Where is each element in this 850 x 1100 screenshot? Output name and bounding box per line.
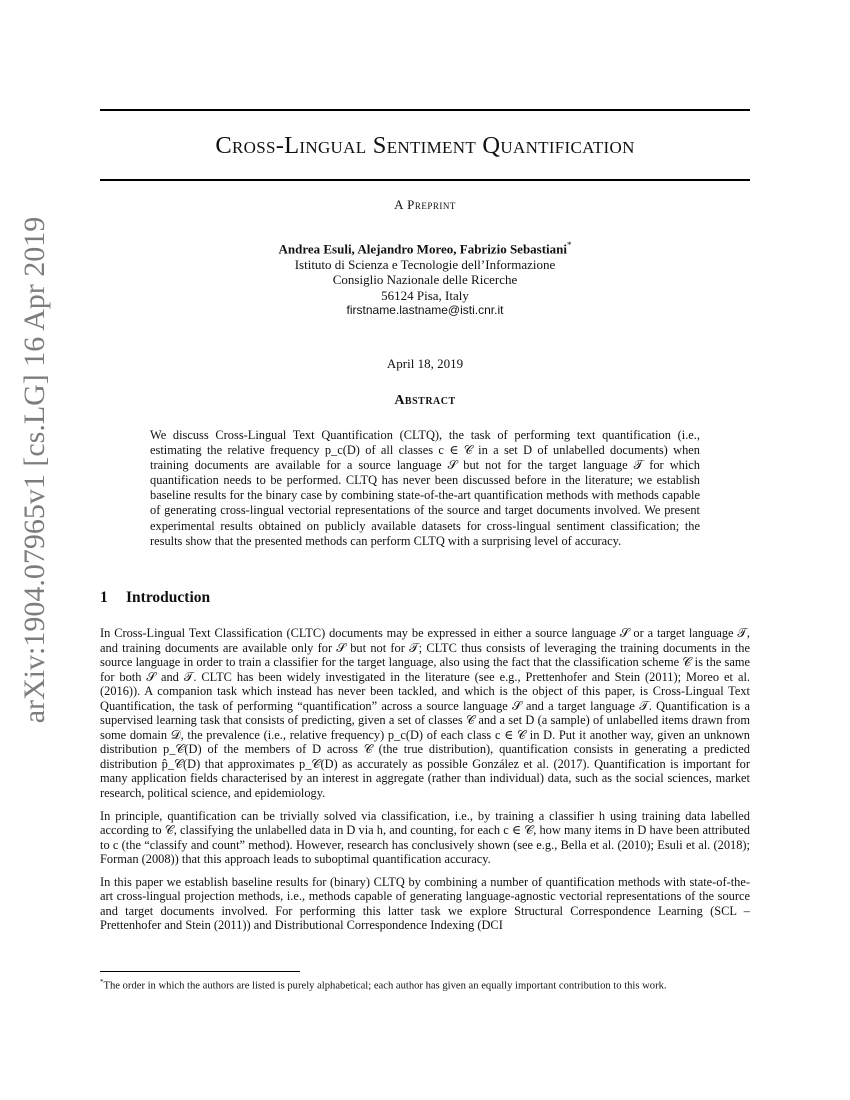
title-rule-top	[100, 109, 750, 111]
abstract-text: We discuss Cross-Lingual Text Quantification (CLTQ), the task of performing text quantification (i.e., estimating the relative frequency p_c(D) of all classes c ∈ 𝒞 in a set D of unlabelled documents) when training documents are available for a source language 𝒮 but not for the target language 𝒯 for which quantification needs to be performed. CLTQ has never been discussed before in the literature; we establish baseline results for the binary case by combining state-of-the-art quantification methods with methods capable of generating cross-lingual vectorial representations of the source and target documents involved. We present experimental results obtained on publicly available datasets for cross-lingual sentiment classification; the results show that the presented methods can perform CLTQ with a surprising level of accuracy.	[150, 428, 700, 548]
affiliation-line: Consiglio Nazionale delle Ricerche	[332, 272, 518, 288]
publication-date: April 18, 2019	[386, 356, 464, 371]
section-title: Introduction	[126, 589, 211, 606]
footnote	[100, 976, 750, 993]
paper-title: Cross-Lingual Sentiment Quantification	[215, 132, 635, 159]
author-email: firstname.lastname@isti.cnr.it	[346, 303, 504, 318]
arxiv-sidebar	[10, 0, 60, 1100]
arxiv-identifier: arXiv:1904.07965v1 [cs.LG] 16 Apr 2019	[18, 216, 51, 724]
body-paragraph: In principle, quantification can be trivially solved via classification, i.e., by training a classifier h using training data labelled according to 𝒞, classifying the unlabelled data in D via h, and counting, for each c ∈ 𝒞, how many items in D have been attributed to c (the “classify and count” method). However, research has conclusively shown (see e.g., Bella et al. (2010); Esuli et al. (2018); Forman (2008)) that this approach leads to suboptimal quantification accuracy.	[100, 808, 750, 867]
footnote-marker: *	[100, 978, 104, 986]
author-names-line	[100, 238, 750, 257]
author-footnote-marker: *	[567, 240, 572, 250]
footnote-text: The order in which the authors are listed is purely alphabetical; each author has given an equally important contribution to this work.	[103, 980, 667, 992]
affiliation-line: 56124 Pisa, Italy	[381, 287, 469, 303]
body-paragraph: In Cross-Lingual Text Classification (CLTC) documents may be expressed in either a source language 𝒮 or a target language 𝒯, and training documents are available only for 𝒮 but not for 𝒯; CLTC thus consists of leveraging the training documents in the source language in order to train a classifier for the target language, also using the fact that the classification scheme 𝒞 is the same for both 𝒮 and 𝒯. CLTC has been widely investigated in the literature (see e.g., Prettenhofer and Stein (2011); Moreo et al. (2016)). A companion task which instead has never been tackled, and which is the object of this paper, is Cross-Lingual Text Quantification, the task of performing “quantification” across a source language 𝒮 and a target language 𝒯. Quantification is a supervised learning task that consists of predicting, given a set of classes 𝒞 and a set D (a sample) of unlabelled items drawn from some domain 𝒟, the prevalence (i.e., relative frequency) p_c(D) of each class c ∈ 𝒞 in D. Put it another way, given an unknown distribution p_𝒞(D) of the members of D across 𝒞 (the true distribution), quantification consists in generating a predicted distribution p̂_𝒞(D) that approximates p_𝒞(D) as accurately as possible González et al. (2017). Quantification is important for many application fields characterised by an interest in aggregate (rather than individual) data, such as the social sciences, market research, political science, and epidemiology.	[100, 626, 750, 801]
footnote-rule	[100, 971, 300, 972]
author-block	[100, 238, 750, 319]
section-number: 1	[100, 589, 108, 606]
affiliation-line: Istituto di Scienza e Tecnologie dell’Informazione	[294, 256, 556, 272]
author-names: Andrea Esuli, Alejandro Moreo, Fabrizio Sebastiani	[278, 241, 568, 257]
section-body	[100, 626, 750, 941]
abstract-heading: Abstract	[394, 393, 456, 408]
title-rule-bottom	[100, 179, 750, 181]
section-heading	[100, 589, 210, 607]
preprint-label: A Preprint	[394, 197, 456, 212]
body-paragraph: In this paper we establish baseline results for (binary) CLTQ by combining a number of quantification methods with state-of-the-art cross-lingual projection methods, i.e., methods capable of generating language-agnostic vectorial representations of the source and target documents involved. For performing this latter task we explore Structural Correspondence Learning (SCL – Prettenhofer and Stein (2011)) and Distributional Correspondence Indexing (DCI	[100, 874, 750, 933]
